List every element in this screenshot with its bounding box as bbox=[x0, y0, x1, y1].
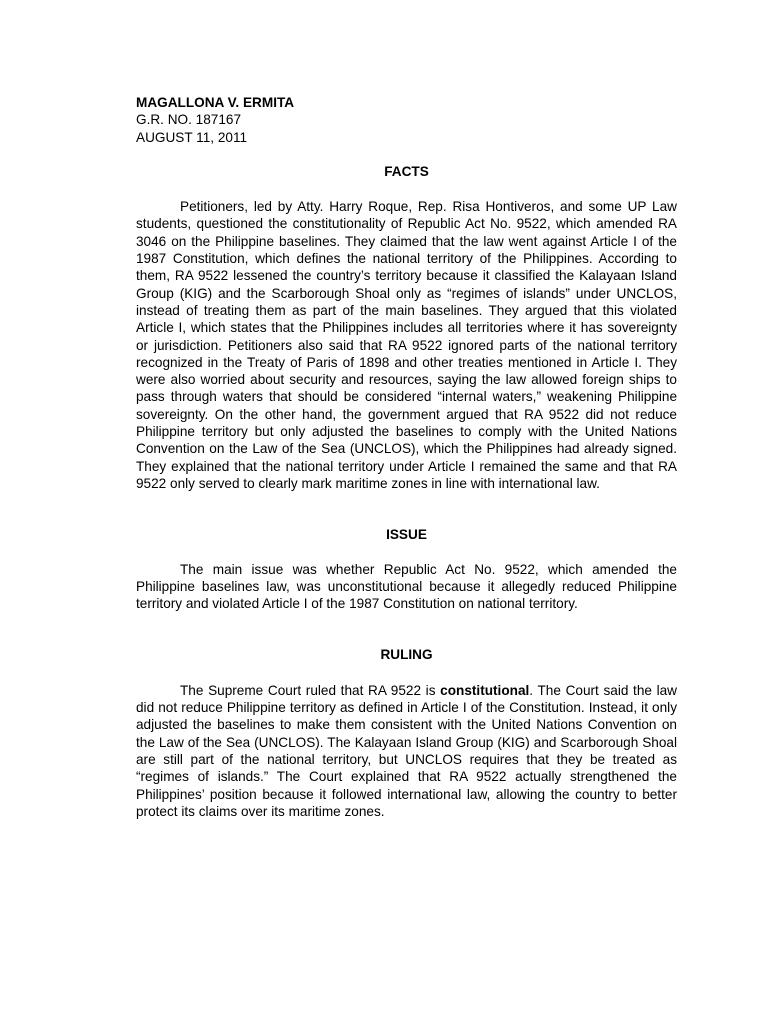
ruling-text-after: . The Court said the law did not reduce Philippine territory as defined in Article I of the Constitution. Instead, it only adjusted the baselines to make them consistent with the United Nations Convention on the Law of the Sea (UNCLOS). The Kalayaan Island Group (KIG) and Scarborough Shoal are still part of the national territory, but UNCLOS requires that they be treated as “regimes of islands.” The Court explained that RA 9522 actually strengthened the Philippines’ position because it followed international law, allowing the country to better protect its claims over its maritime zones. bbox=[136, 682, 678, 819]
facts-heading: FACTS bbox=[384, 163, 429, 179]
issue-paragraph: The main issue was whether Republic Act No. 9522, which amended the Philippine baselines law, was unconstitutional because it allegedly reduced Philippine territory and violated Article I of the 1987 Constitution on national territory. bbox=[136, 561, 677, 612]
case-date: AUGUST 11, 2011 bbox=[136, 129, 248, 145]
case-title: MAGALLONA V. ERMITA bbox=[136, 95, 295, 110]
ruling-paragraph bbox=[136, 682, 677, 820]
facts-paragraph: Petitioners, led by Atty. Harry Roque, Rep. Risa Hontiveros, and some UP Law students, questioned the constitutionality of Republic Act No. 9522, which amended RA 3046 on the Philippine baselines. They claimed that the law went against Article I of the 1987 Constitution, which defines the national territory of the Philippines. According to them, RA 9522 lessened the country’s territory because it classified the Kalayaan Island Group (KIG) and the Scarborough Shoal only as “regimes of islands” under UNCLOS, instead of treating them as part of the main baselines. They argued that this violated Article I, which states that the Philippines includes all territories where it has sovereignty or jurisdiction. Petitioners also said that RA 9522 ignored parts of the national territory recognized in the Treaty of Paris of 1898 and other treaties mentioned in Article I. They were also worried about security and resources, saying the law allowed foreign ships to pass through waters that should be considered “internal waters,” weakening Philippine sovereignty. On the other hand, the government argued that RA 9522 did not reduce Philippine territory but only adjusted the baselines to comply with the United Nations Convention on the Law of the Sea (UNCLOS), which the Philippines had already signed. They explained that the national territory under Article I remained the same and that RA 9522 only served to clearly mark maritime zones in line with international law. bbox=[136, 199, 677, 491]
issue-heading: ISSUE bbox=[386, 527, 427, 543]
document-body bbox=[136, 94, 677, 820]
case-header bbox=[136, 94, 677, 146]
ruling-heading: RULING bbox=[380, 647, 433, 663]
case-gr-number: G.R. NO. 187167 bbox=[136, 112, 242, 128]
ruling-verdict: constitutional bbox=[440, 682, 530, 698]
ruling-text-before: The Supreme Court ruled that RA 9522 is bbox=[180, 682, 441, 698]
